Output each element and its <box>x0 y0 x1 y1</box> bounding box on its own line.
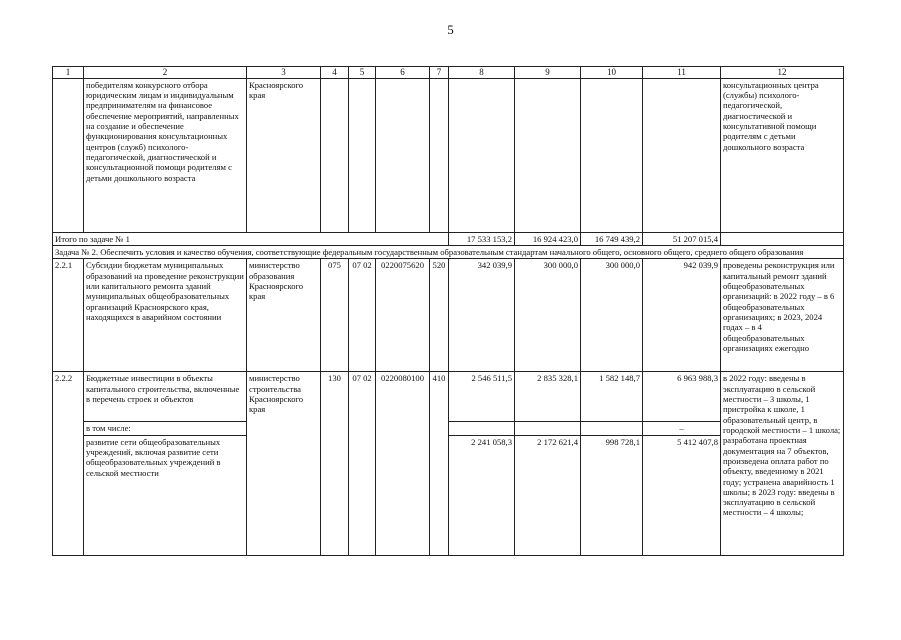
table-row <box>53 259 844 372</box>
sub-value-2022: 2 241 058,3 <box>449 435 515 555</box>
col-header: 11 <box>643 67 721 79</box>
col-header: 7 <box>430 67 449 79</box>
total-label: Итого по задаче № 1 <box>53 232 449 245</box>
task-heading-row <box>53 246 844 259</box>
table-row <box>53 78 844 232</box>
csr-code: 0220075620 <box>376 259 430 372</box>
col-header: 10 <box>581 67 643 79</box>
value-sum: 942 039,9 <box>643 259 721 372</box>
value-2023: 2 835 328,1 <box>515 372 581 422</box>
rzpr-code: 07 02 <box>349 259 376 372</box>
csr-code: 0220080100 <box>376 372 430 555</box>
value-2022: 342 039,9 <box>449 259 515 372</box>
grbs-code: 130 <box>321 372 349 555</box>
activity-description: Субсидии бюджетам муниципальных образований на проведение реконструкции или капитального ремонта зданий муниципальных общеобразовательных организаций Красноярского края, находящихся в аварийном состоянии <box>84 259 247 372</box>
sub-activity-description: развитие сети общеобразовательных учреждений, включая развитие сети общеобразовательных учреждений в сельской местности <box>84 435 247 555</box>
value-2022: 2 546 511,5 <box>449 372 515 422</box>
dash-mark: – <box>643 422 721 435</box>
row-number: 2.2.1 <box>53 259 84 372</box>
total-sum: 51 207 015,4 <box>643 232 721 245</box>
activity-description: победителям конкурсного отбора юридическим лицам и индивидуальным предпринимателям на финансовое обеспечение мероприятий, направленных на создание и обеспечение функционирования консультационных центров (служб) психолого-педагогической, диагностической и консультационной помощи родителям с детьми дошкольного возраста <box>84 78 247 232</box>
page-number: 5 <box>447 22 454 37</box>
total-2023: 16 924 423,0 <box>515 232 581 245</box>
expected-result: консультационных центра (службы) психолого-педагогической, диагностической и консультативной помощи родителям с детьми дошкольного возраста <box>721 78 844 232</box>
total-row <box>53 232 844 245</box>
total-2024: 16 749 439,2 <box>581 232 643 245</box>
sub-value-2023: 2 172 621,4 <box>515 435 581 555</box>
col-header: 5 <box>349 67 376 79</box>
row-number: 2.2.2 <box>53 372 84 555</box>
activity-description: Бюджетные инвестиции в объекты капитального строительства, включенные в перечень строек и объектов <box>84 372 247 422</box>
col-header: 9 <box>515 67 581 79</box>
expected-result: проведены реконструкция или капитальный ремонт зданий общеобразовательных организаций: в 2022 году – в 6 общеобразовательных организациях; в 2023, 2024 годах – в 4 общеобразовательных организациях ежегодно <box>721 259 844 372</box>
grbs-code: 075 <box>321 259 349 372</box>
col-header: 2 <box>84 67 247 79</box>
task-heading: Задача № 2. Обеспечить условия и качество обучения, соответствующие федеральным государственным образовательным стандартам начального общего, основного общего, среднего общего образования <box>53 246 844 259</box>
col-header: 6 <box>376 67 430 79</box>
value-2023: 300 000,0 <box>515 259 581 372</box>
col-header: 1 <box>53 67 84 79</box>
sub-value-sum: 5 412 407,8 <box>643 435 721 555</box>
sub-value-2024: 998 728,1 <box>581 435 643 555</box>
value-2024: 300 000,0 <box>581 259 643 372</box>
col-header: 4 <box>321 67 349 79</box>
value-sum: 6 963 988,3 <box>643 372 721 422</box>
including-label: в том числе: <box>84 422 247 435</box>
rzpr-code: 07 02 <box>349 372 376 555</box>
value-2024: 1 582 148,7 <box>581 372 643 422</box>
program-activities-table <box>52 66 844 556</box>
column-number-row <box>53 67 844 79</box>
expected-result: в 2022 году: введены в эксплуатацию в сельской местности – 3 школы, 1 пристройка к школе, 1 образовательный центр, в городской местности – 1 школа; разработана проектная документация на 7 объектов, произведена оплата работ по объекту, введенному в 2021 году; устранена аварийность 1 школы; в 2023 году: введены в эксплуатацию в сельской местности – 4 школы; <box>721 372 844 555</box>
table-row <box>53 372 844 422</box>
vr-code: 520 <box>430 259 449 372</box>
grbs-name: Красноярского края <box>247 78 321 232</box>
vr-code: 410 <box>430 372 449 555</box>
col-header: 12 <box>721 67 844 79</box>
col-header: 3 <box>247 67 321 79</box>
total-2022: 17 533 153,2 <box>449 232 515 245</box>
grbs-name: министерство образования Красноярского края <box>247 259 321 372</box>
grbs-name: министерство строительства Красноярского края <box>247 372 321 555</box>
col-header: 8 <box>449 67 515 79</box>
